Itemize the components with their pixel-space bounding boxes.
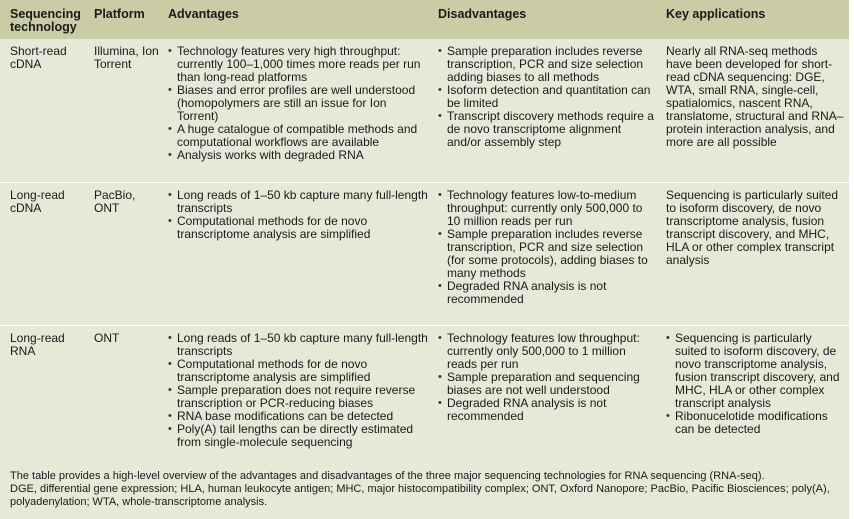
list-item: • Transcript discovery methods require a de novo transcriptome alignment and/or assembly step [438,110,658,149]
list-item: • Degraded RNA analysis is not recommended [438,397,658,423]
table-row-long-read-cdna [0,183,849,325]
list-item: • Analysis works with degraded RNA [168,149,430,162]
list-item: • RNA base modifications can be detected [168,410,430,423]
list-item: • Degraded RNA analysis is not recommended [438,280,658,306]
list-item: • Sequencing is particularly suited to isoform discovery, de novo transcriptome analysis, fusion transcript discovery, and MHC, HLA or other complex transcript analysis [666,332,846,410]
header-technology: Sequencing technology [10,7,81,34]
list-item: • Sample preparation and sequencing biases are not well understood [438,371,658,397]
cell-technology: Long-read cDNA [10,188,65,215]
cell-applications: Nearly all RNA-seq methods have been developed for short-read cDNA sequencing: DGE, WTA, small RNA, single-cell, spatialomics, nascent RNA, translatome, structural and RNA–protein interaction analysis, and more are all possible [666,44,844,149]
list-item: • A huge catalogue of compatible methods and computational workflows are available [168,123,430,149]
list-item: • Poly(A) tail lengths can be directly estimated from single-molecule sequencing [168,423,430,449]
list-item: • Long reads of 1–50 kb capture many full-length transcripts [168,332,430,358]
list-item: • Biases and error profiles are well understood (homopolymers are still an issue for Ion Torrent) [168,84,430,123]
table-header [0,0,849,39]
list-item: • Computational methods for de novo transcriptome analysis are simplified [168,215,430,241]
list-item: • Sample preparation includes reverse transcription, PCR and size selection (for some protocols), adding biases to many methods [438,228,658,280]
cell-applications: Sequencing is particularly suited to isoform discovery, de novo transcriptome analysis, fusion transcript discovery, and MHC, HLA or other complex transcript analysis [666,188,839,267]
cell-technology: Long-read RNA [10,331,65,358]
cell-platform: PacBio, ONT [94,188,136,215]
header-disadvantages: Disadvantages [438,7,527,21]
cell-disadvantages [438,332,658,423]
cell-disadvantages [438,189,658,306]
cell-applications [666,332,846,436]
table-row-short-read-cdna [0,39,849,182]
cell-platform: Illumina, Ion Torrent [94,44,159,71]
list-item: • Long reads of 1–50 kb capture many full-length transcripts [168,189,430,215]
header-applications: Key applications [666,7,766,21]
cell-platform: ONT [94,331,120,345]
list-item: • Technology features low throughput: currently only 500,000 to 1 million reads per run [438,332,658,371]
header-platform: Platform [94,7,145,21]
list-item: • Ribonucelotide modifications can be detected [666,410,846,436]
cell-advantages [168,332,430,449]
cell-technology: Short-read cDNA [10,44,67,71]
cell-disadvantages [438,45,658,149]
cell-advantages [168,189,430,241]
list-item: • Sample preparation does not require reverse transcription or PCR-reducing biases [168,384,430,410]
table-row-long-read-rna [0,326,849,466]
table-footnote [0,466,849,519]
cell-advantages [168,45,430,162]
list-item: • Technology features very high throughput: currently 100–1,000 times more reads per run than long-read platforms [168,45,430,84]
list-item: • Sample preparation includes reverse transcription, PCR and size selection adding biases to all methods [438,45,658,84]
list-item: • Computational methods for de novo transcriptome analysis are simplified [168,358,430,384]
header-advantages: Advantages [168,7,239,21]
list-item: • Technology features low-to-medium throughput: currently only 500,000 to 10 million reads per run [438,189,658,228]
footnote-summary: The table provides a high-level overview of the advantages and disadvantages of the three major sequencing technologies for RNA sequencing (RNA-seq). [10,470,765,482]
list-item: • Isoform detection and quantitation can be limited [438,84,658,110]
footnote-abbreviations: DGE, differential gene expression; HLA, human leukocyte antigen; MHC, major histocompatibility complex; ONT, Oxford Nanopore; PacBio, Pacific Biosciences; poly(A), polyadenylation; WTA, whole-transcriptome analysis. [10,483,830,508]
